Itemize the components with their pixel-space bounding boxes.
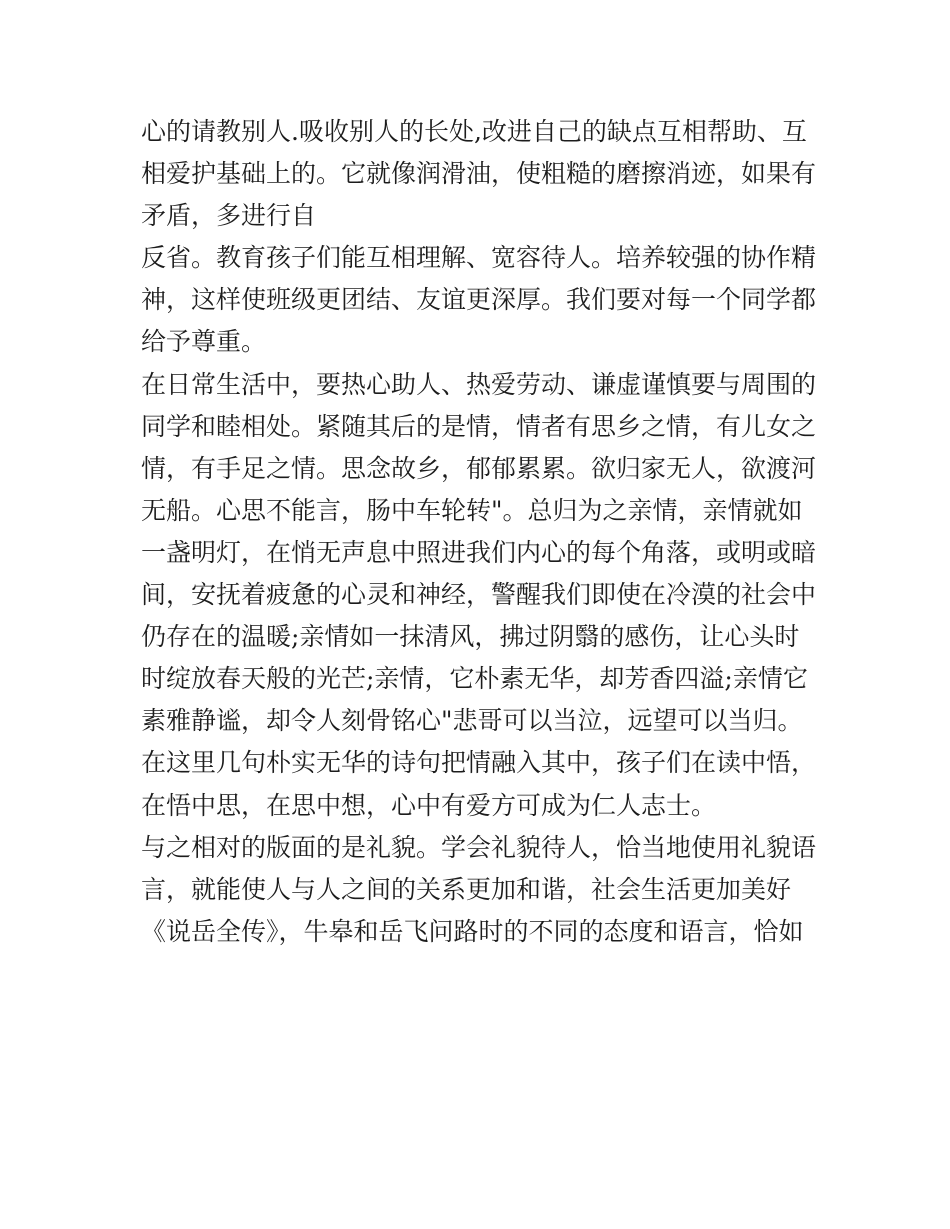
text-line: 情，有手足之情。思念故乡，郁郁累累。欲归家无人，欲渡河 — [141, 453, 817, 483]
text-line: 仍存在的温暖;亲情如一抹清风，拂过阴翳的感伤，让心头时 — [141, 622, 800, 652]
text-line: 给予尊重。 — [141, 327, 267, 357]
text-line: 一盏明灯，在悄无声息中照进我们内心的每个角落，或明或暗 — [141, 537, 817, 567]
text-line: 矛盾，多进行自 — [141, 201, 317, 231]
text-line: 相爱护基础上的。它就像润滑油，使粗糙的磨擦消迹，如果有 — [141, 159, 817, 189]
text-line: 无船。心思不能言，肠中车轮转"。总归为之亲情，亲情就如 — [141, 495, 803, 525]
text-line: 神，这样使班级更团结、友谊更深厚。我们要对每一个同学都 — [141, 285, 817, 315]
text-line: 时绽放春天般的光芒;亲情，它朴素无华，却芳香四溢;亲情它 — [141, 664, 808, 694]
text-line: 在这里几句朴实无华的诗句把情融入其中，孩子们在读中悟， — [141, 748, 817, 778]
text-line: 在悟中思，在思中想，心中有爱方可成为仁人志士。 — [141, 790, 717, 820]
text-line: 间，安抚着疲惫的心灵和神经，警醒我们即使在冷漠的社会中 — [141, 580, 817, 610]
document-body — [141, 111, 821, 953]
text-line: 在日常生活中，要热心助人、热爱劳动、谦虚谨慎要与周围的 — [141, 369, 817, 399]
text-line: 同学和睦相处。紧随其后的是情，情者有思乡之情，有儿女之 — [141, 411, 817, 441]
text-line: 言，就能使人与人之间的关系更加和谐，社会生活更加美好 — [141, 874, 792, 904]
text-line: 《说岳全传》，牛皋和岳飞问路时的不同的态度和语言，恰如 — [141, 916, 804, 946]
text-line: 素雅静谧，却令人刻骨铭心"悲哥可以当泣，远望可以当归。 — [141, 706, 803, 736]
text-line: 反省。教育孩子们能互相理解、宽容待人。培养较强的协作精 — [141, 243, 817, 273]
text-line: 心的请教别人.吸收别人的长处,改进自己的缺点互相帮助、互 — [141, 117, 807, 146]
text-line: 与之相对的版面的是礼貌。学会礼貌待人，恰当地使用礼貌语 — [141, 832, 817, 862]
